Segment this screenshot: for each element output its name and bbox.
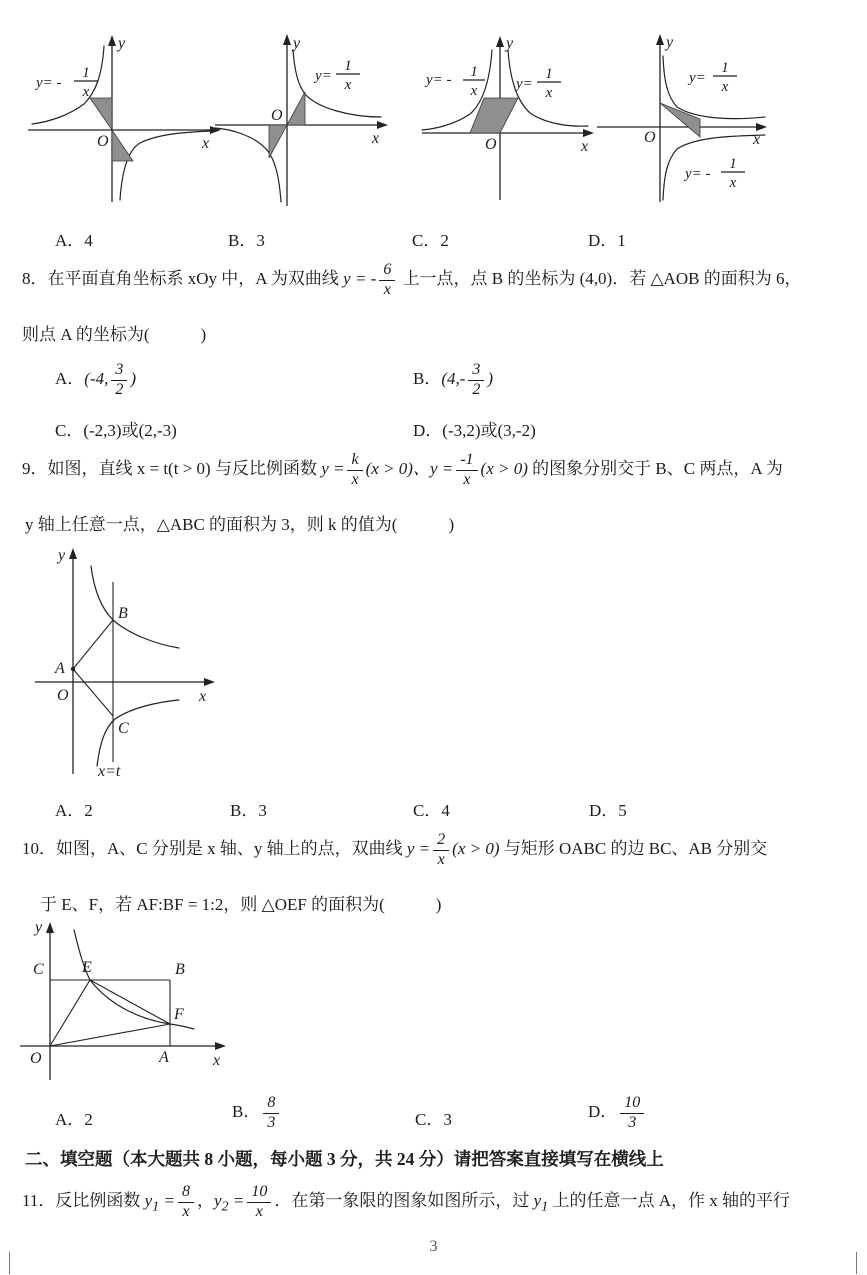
point-label-C: C <box>118 720 129 737</box>
y-axis-arrow-icon <box>283 34 291 45</box>
x-axis-arrow-icon <box>215 1042 226 1050</box>
axis-label-x: x <box>753 131 761 148</box>
point-label-A: A <box>55 660 65 677</box>
shaded-region <box>287 92 305 125</box>
page-margin-mark <box>9 1252 10 1274</box>
choice-graph-4 <box>597 30 775 210</box>
curve-label-den: x <box>82 84 90 100</box>
curve-label: y= <box>315 68 332 84</box>
axis-label-y: y <box>506 35 514 52</box>
q9-option-c: C．4 <box>413 801 450 820</box>
axis-label-x: x <box>581 138 589 155</box>
curve-label: y= <box>689 70 706 86</box>
curve-label-num: 1 <box>545 66 553 82</box>
question-11-line-1: 11．反比例函数 $y_1$ = $\frac{8}{x}$ ，$y_2$ = $\frac{10}{x}$ ．在第一象限的图象如图所示，过 $y_1$ 上的任意一点 A，作 x 轴的平行 <box>22 1183 790 1220</box>
q10-option-b: B． $\frac{8}{3}$ <box>232 1095 282 1132</box>
curve-label-den: x <box>470 83 478 99</box>
question-8-line-2: 则点 A 的坐标为( ) <box>22 325 207 344</box>
question-9-line-2: y 轴上任意一点，△ABC 的面积为 3，则 k 的值为( ) <box>25 515 455 534</box>
curve-label-den: x <box>545 85 553 101</box>
hyperbola-branch <box>91 566 179 648</box>
question-10-line-1: 10．如图，A、C 分别是 x 轴、y 轴上的点，双曲线 y = $\frac{2}{x}$ (x > 0) 与矩形 OABC 的边 BC、AB 分别交 <box>22 831 768 868</box>
curve-label-num: 1 <box>82 65 90 81</box>
axis-label-y: y <box>58 547 66 564</box>
question-9-figure <box>15 542 230 780</box>
hyperbola-branch <box>97 700 179 766</box>
origin-label: O <box>30 1050 42 1067</box>
shaded-region <box>470 98 518 133</box>
point-label-B: B <box>118 605 128 622</box>
q7-option-d: D．1 <box>588 231 626 250</box>
point-label-A: A <box>159 1049 169 1066</box>
q8-options-row-1 <box>0 352 867 400</box>
x-axis-arrow-icon <box>756 123 767 131</box>
origin-label: O <box>97 133 109 150</box>
q10-options-row <box>0 1092 867 1142</box>
q9-option-d: D．5 <box>589 801 627 820</box>
origin-label: O <box>644 129 656 146</box>
point-label-C: C <box>33 961 44 978</box>
q8-option-a: A．(-4, $\frac{3}{2}$ ) <box>55 361 137 398</box>
q8-option-b: B．(4,- $\frac{3}{2}$ ) <box>413 361 494 398</box>
q8-text: 上一点，点 B 的坐标为 (4,0)．若 △AOB 的面积为 6， <box>398 269 802 289</box>
curve-label-num: 1 <box>344 58 352 74</box>
segment-EF <box>90 980 170 1024</box>
q9-options-row <box>0 796 867 820</box>
q7-option-a: A．4 <box>55 231 93 250</box>
point-A <box>71 667 75 671</box>
line-label-x-equals-t: x=t <box>98 763 121 780</box>
q8-options-row-2 <box>0 416 867 440</box>
hyperbola-branch <box>120 131 212 200</box>
y-axis-arrow-icon <box>69 548 77 559</box>
page-number: 3 <box>429 1238 438 1255</box>
q8-option-c: C．(-2,3)或(2,-3) <box>55 421 177 440</box>
point-label-E: E <box>82 959 92 976</box>
x-axis-arrow-icon <box>583 129 594 137</box>
hyperbola-branch <box>663 56 765 119</box>
q8-option-d: D．(-3,2)或(3,-2) <box>413 421 536 440</box>
curve-label: y= - <box>36 75 62 91</box>
segment-OE <box>50 980 90 1046</box>
shaded-region <box>112 130 133 161</box>
q8-fraction: $\frac{6}{x}$ <box>379 262 395 299</box>
q8-text: 8．在平面直角坐标系 xOy 中，A 为双曲线 <box>22 269 344 289</box>
y-axis-arrow-icon <box>46 922 54 933</box>
curve-label: y= - <box>685 166 711 182</box>
q9-option-a: A．2 <box>55 801 93 820</box>
origin-label: O <box>271 107 283 124</box>
question-10-figure <box>12 918 242 1086</box>
q8-formula: y = - <box>343 269 377 289</box>
segment-AC <box>73 669 113 716</box>
y-axis-arrow-icon <box>108 35 116 46</box>
q10-option-d: D． $\frac{10}{3}$ <box>588 1095 647 1132</box>
curve-label-num: 1 <box>729 156 737 172</box>
curve-label-den: x <box>729 175 737 191</box>
page-margin-mark <box>856 1252 857 1274</box>
origin-label: O <box>57 687 69 704</box>
axis-label-x: x <box>372 130 380 147</box>
q7-option-c: C．2 <box>412 231 449 250</box>
section-2-header: 二、填空题（本大题共 8 小题，每小题 3 分，共 24 分）请把答案直接填写在横线上 <box>25 1149 664 1169</box>
origin-label: O <box>485 136 497 153</box>
axis-label-x: x <box>202 135 210 152</box>
axis-label-x: x <box>199 688 207 705</box>
question-9-line-1: 9．如图，直线 x = t(t > 0) 与反比例函数 y = $\frac{k}{x}$ (x > 0)、y = $\frac{-1}{x}$ (x > 0) 的图象分别交于 B、C 两点，A 为 <box>22 451 783 488</box>
hyperbola-branch <box>293 50 381 117</box>
choice-graph-3 <box>422 30 602 210</box>
question-10-line-2: 于 E、F，若 AF:BF = 1:2，则 △OEF 的面积为( ) <box>40 895 442 914</box>
y-axis-arrow-icon <box>496 36 504 47</box>
curve-label-den: x <box>344 77 352 93</box>
hyperbola-branch <box>663 135 765 200</box>
curve-label-num: 1 <box>470 64 478 80</box>
q10-option-a: A．2 <box>55 1110 93 1129</box>
axis-label-x: x <box>213 1052 221 1069</box>
shaded-region <box>269 125 287 158</box>
shaded-region <box>90 98 112 130</box>
x-axis-arrow-icon <box>377 121 388 129</box>
q7-option-b: B．3 <box>228 231 265 250</box>
segment-OF <box>50 1024 170 1046</box>
q9-option-b: B．3 <box>230 801 267 820</box>
axis-label-y: y <box>666 34 674 51</box>
y-axis-arrow-icon <box>656 34 664 45</box>
q10-option-c: C．3 <box>415 1110 452 1129</box>
question-8-line-1 <box>22 262 801 299</box>
x-axis-arrow-icon <box>204 678 215 686</box>
axis-label-y: y <box>118 35 126 52</box>
axis-label-y: y <box>35 919 43 936</box>
point-label-B: B <box>175 961 185 978</box>
choice-graph-2 <box>215 30 400 210</box>
curve-label-num: 1 <box>721 60 729 76</box>
segment-AB <box>73 620 113 669</box>
point-label-F: F <box>174 1006 184 1023</box>
axis-label-y: y <box>293 35 301 52</box>
q7-options-row <box>0 226 867 250</box>
curve-label: y= - <box>426 72 452 88</box>
curve-label: y= <box>516 76 533 92</box>
curve-label-den: x <box>721 79 729 95</box>
choice-graph-1 <box>20 30 215 208</box>
